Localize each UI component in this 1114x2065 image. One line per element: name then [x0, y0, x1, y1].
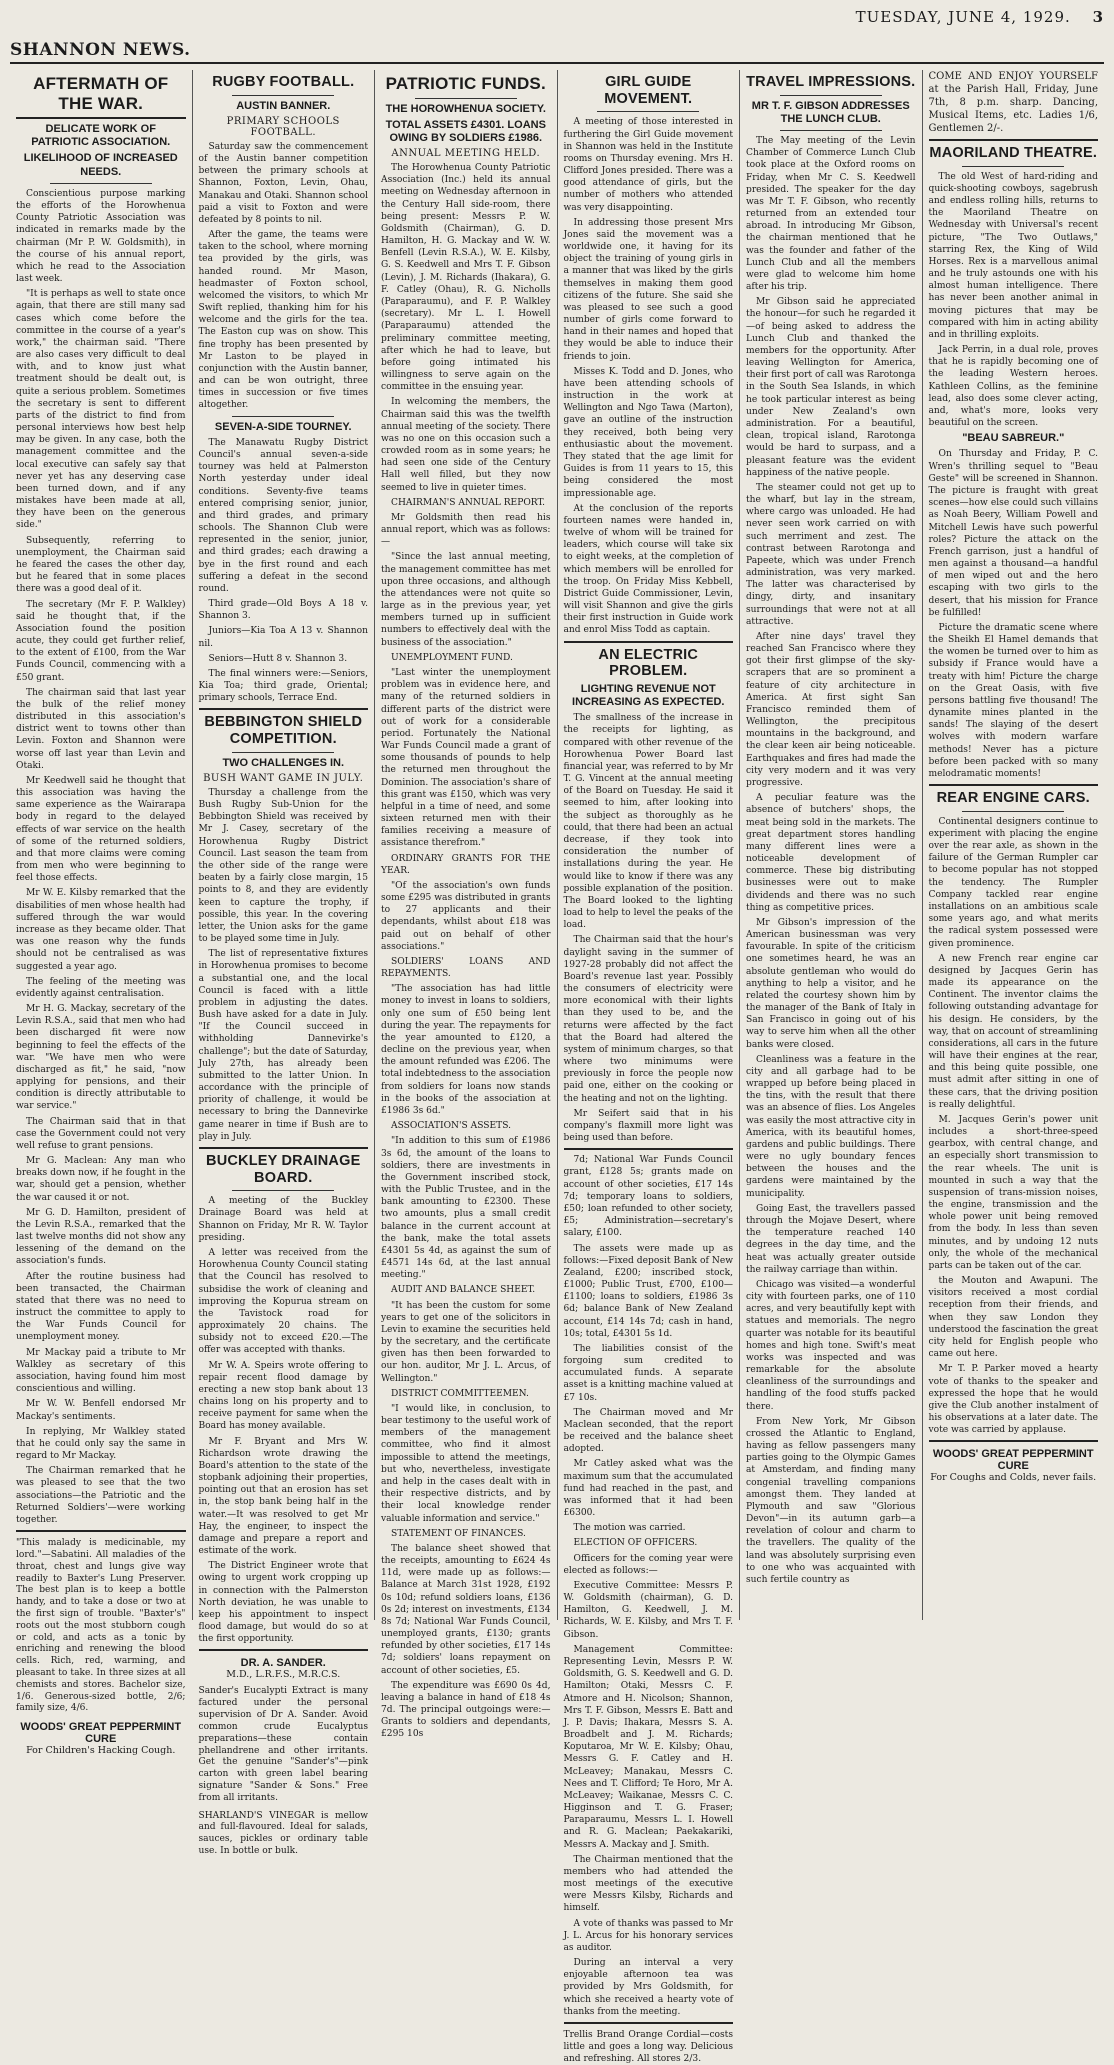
divider	[962, 166, 1064, 167]
paragraph: Mr Seifert said that in his company's flaxmill more light was being used than before.	[563, 1108, 733, 1144]
paragraph: 7d; National War Funds Council grant, £128 5s; grants made on account of other societies, £17 14s 7d; temporary loans to soldiers, £50; loan refunded to other society, £5; Administration—secretary's salary, £100.	[563, 1155, 733, 1239]
paragraph: "In addition to this sum of £1986 3s 6d, the amount of the loans to soldiers, there are investments in the Government inscribed stock, with the Public Trustee, and in the bank amounting to £2300. These two amounts, plus a small credit balance in the current account at the bank, make the total assets £4301 5s 4d, as against the sum of £4571 14s 6d, at the last annual meeting."	[381, 1136, 551, 1281]
divider	[232, 95, 334, 96]
paragraph: Executive Committee: Messrs P. W. Goldsmith (chairman), G. D. Hamilton, G. Keedwell, J. M. Richards, W. E. Kilsby, and Mrs T. F. Gibson.	[563, 1580, 733, 1640]
paragraph: "The association has had little money to invest in loans to soldiers, only one sum of £50 being lent during the year. The repayments for the year amounted to £120, a decline on the previous year, when the amount refunded was £206. The total indebtedness to the association from soldiers for loans now stands in the books of the association at £1986 3s 6d."	[381, 984, 551, 1116]
paragraph: A vote of thanks was passed to Mr J. L. Arcus for his honorary services as auditor.	[563, 1918, 733, 1953]
paragraph: Mr Keedwell said he thought that this association was having the same experience as the Wairarapa body in regard to the delayed effects of war service on the health of some of the returned soldiers, and that more claims were coming from men who were beginning to feel those effects.	[16, 775, 186, 884]
paragraph: The feeling of the meeting was evidently against centralisation.	[16, 976, 186, 999]
headline-travel: TRAVEL IMPRESSIONS.	[746, 74, 916, 90]
advertisement-baxters: "This malady is medicinable, my lord."—Sabatini. All maladies of the throat, chest and lungs give way readily to Baxter's Lung Preserver. The best plan is to keep a bottle handy, and to take a dose or two at the first sign of trouble. "Baxter's" roots out the most stubborn cough or cold, and acts as a tonic by enriching and renewing the blood cells. Rich, red, warming, and pleasant to take. In three sizes at all chemists and stores. Bachelor size, 1/6. Generous-sized bottle, 2/6; family size, 4/6.	[16, 1538, 186, 1714]
paragraph: The expenditure was £690 0s 4d, leaving a balance in hand of £18 4s 7d. The principal outgoings were:—Grants to soldiers and dependants, £295 10s	[381, 1680, 551, 1740]
divider	[16, 1530, 186, 1532]
paragraph: The chairman said that last year the bulk of the relief money distributed in this association's district went to towns other than Levin. Foxton and Shannon were worse off last year than Levin and Otaki.	[16, 687, 186, 771]
subhead: LIKELIHOOD OF INCREASED NEEDS.	[23, 152, 178, 178]
subhead: AUSTIN BANNER.	[236, 99, 331, 112]
paragraph: Misses K. Todd and D. Jones, who have been attending schools of instruction in the work at Wellington and Ngo Tawa (Marton), gave an outline of the instruction they received, both being very enthusiastic about the movement. They stated that the age limit for Guides is from 11 years to 15, this being considered the most impressionable age.	[563, 366, 733, 499]
subhead-small: ANNUAL MEETING HELD.	[391, 148, 541, 160]
paragraph: The final winners were:—Seniors, Kia Toa; third grade, Oriental; primary schools, Terrace End.	[198, 668, 368, 704]
divider	[564, 641, 734, 643]
subhead-small: PRIMARY SCHOOLS FOOTBALL.	[226, 115, 340, 138]
headline-rugby: RUGBY FOOTBALL.	[212, 74, 355, 90]
paragraph: Mr W. A. Speirs wrote offering to repair recent flood damage by erecting a new stop bank about 13 chains long on his property and to receive payment for same when the Board has money available.	[198, 1360, 368, 1432]
issue-date: TUESDAY, JUNE 4, 1929.	[855, 8, 1071, 26]
columns	[10, 70, 1104, 2064]
issue-date-line	[856, 8, 1104, 26]
headline-girl-guide: GIRL GUIDE MOVEMENT.	[604, 74, 693, 107]
paragraph: SOLDIERS' LOANS AND REPAYMENTS.	[381, 956, 551, 980]
subhead: "BEAU SABREUR."	[962, 432, 1065, 445]
column-2	[193, 70, 376, 1857]
advertisement-trellis: Trellis Brand Orange Cordial—costs little and goes a long way. Delicious and refreshing. All stores 2/3.	[563, 2029, 733, 2064]
subhead: MR T. F. GIBSON ADDRESSES THE LUNCH CLUB.	[751, 99, 910, 125]
headline-rear-engine: REAR ENGINE CARS.	[936, 790, 1090, 807]
subhead: SEVEN-A-SIDE TOURNEY.	[214, 420, 352, 433]
paragraph: The District Engineer wrote that owing to urgent work cropping up in connection with the Palmerston North deviation, he was unable to keep his appointment to inspect flood damage, but would do so at the first opportunity.	[198, 1561, 368, 1645]
column-4	[558, 70, 741, 2064]
article-body	[564, 116, 734, 636]
divider	[780, 130, 882, 131]
divider	[232, 416, 334, 417]
advertisement-title: WOODS' GREAT PEPPERMINT CURE	[932, 1448, 1094, 1473]
paragraph: After the game, the teams were taken to the school, where morning tea provided by the girls, was handed round. Mr Mason, headmaster of Foxton school, welcomed the visitors, to which Mr Swift replied, thanking him for his welcome and the girls for the tea. The Easton cup was on show. This fine trophy has been presented by Mr Laston to be played in conjunction with the Austin banner, and can be won outright, three times in succession or five times altogether.	[198, 230, 368, 411]
column-1	[10, 70, 193, 1757]
paragraph: ASSOCIATION'S ASSETS.	[391, 1121, 511, 1132]
divider	[232, 752, 334, 753]
divider	[929, 1440, 1099, 1442]
paragraph: Mr Gibson's impression of the American businessman was very favourable. In spite of the criticism one sometimes heard, he was an absolute gentleman who would do anything to help a visitor, and he related the courtesy shown him by the manager of the Bank of Italy in San Francisco in going out of his way to serve him when all the other banks were closed.	[746, 917, 916, 1050]
paragraph: In welcoming the members, the Chairman said this was the twelfth annual meeting of the society. There was no one on this occasion such a crowded room as in some years; he had seen one side of the Century Hall well filled, but they now seemed to live in quieter times.	[381, 397, 551, 493]
paragraph: The May meeting of the Levin Chamber of Commerce Lunch Club took place at the Oxford rooms on Friday, when Mr C. S. Keedwell presided. The speaker for the day was Mr T. F. Gibson, who recently returned from an extended tour abroad. In introducing Mr Gibson, the chairman mentioned that he was the founder and father of the Lunch Club and all the members were glad to welcome him home after his trip.	[746, 136, 916, 293]
paragraph: M. Jacques Gerin's power unit includes a short-three-speed gearbox, with central change, and an especially short transmission to the rear wheels. The unit is mounted in such a way that the suspension of trans-mission noises, the engine, transmission and the whole power unit being removed from the body. In less than seven minutes, and by undoing 12 nuts only, the whole of the mechanical parts can be taken out of the car.	[928, 1114, 1098, 1271]
paragraph: The Horowhenua County Patriotic Association (Inc.) held its annual meeting on Wednesday afternoon in the Century Hall side-room, there being present: Messrs P. W. Goldsmith (Chairman), G. D. Hamilton, H. G. Mackay and W. W. Benfell (Levin R.S.A.), W. E. Kilsby, G. S. Keedwell and Mrs T. F. Gibson (Levin), J. M. Richards (Ihakara), G. F. Catley (Ohau), R. G. Nicholls (Paraparaumu), and F. P. Walkley (secretary). Mr L. I. Howell (Paraparaumu) attended the preliminary committee meeting, after which he had to leave, but before going intimated his willingness to serve again on the committee in the ensuing year.	[381, 163, 551, 393]
subhead: DELICATE WORK OF PATRIOTIC ASSOCIATION.	[31, 123, 171, 149]
paragraph: The Chairman said that in that case the Government could not very well refuse to grant pensions.	[16, 1116, 186, 1151]
divider	[199, 1649, 369, 1651]
article-body	[199, 787, 369, 1143]
article-body	[381, 162, 551, 1740]
paragraph: Chicago was visited—a wonderful city with fourteen parks, one of 110 acres, and very beautifully kept with statues and memorials. The negro quarter was notable for its beautiful homes and high tone. Swift's meat works was inspected and was remarkable for the absolute cleanliness of the surroundings and handling of the food stuffs packed there.	[746, 1279, 916, 1412]
paragraph: "Since the last annual meeting, the management committee has met upon three occasions, and although the attendances were not quite so large as in the previous year, yet members turned up in sufficient numbers to effectively deal with the business of the association."	[381, 552, 551, 648]
paragraph: Mr Gibson said he appreciated the honour—for such he regarded it—of being asked to address the Lunch Club and thanked the members for the opportunity. After leaving Wellington for America, their first port of call was Rarotonga in the South Sea Islands, in which he took particular interest as being under New Zealand's own administration. For a beautiful, clean, tropical island, Rarotonga would be hard to surpass, and a pleasant feature was the evident happiness of the native people.	[746, 297, 916, 478]
column-6	[923, 70, 1105, 1620]
paragraph: CHAIRMAN'S ANNUAL REPORT.	[391, 497, 546, 508]
paragraph: Thursday a challenge from the Bush Rugby Sub-Union for the Bebbington Shield was received by Mr J. Casey, secretary of the Horowhenua Rugby District Council. Last season the team from the other side of the range were beaten by a fairly close margin, 15 points to 8, and they are evidently keen to capture the trophy, if possible, this year. In the covering letter, the Union asks for the game to be played some time in July.	[198, 787, 368, 945]
advertisement-sharland: SHARLAND'S VINEGAR is mellow and full-flavoured. Ideal for salads, sauces, pickles or ordinary table use. In bottle or bulk.	[198, 1810, 368, 1857]
article-body	[929, 448, 1099, 780]
paragraph: "It is perhaps as well to state once again, that there are still many sad cases which come before the committee in the course of a year's work," the chairman said. "There are also cases very difficult to deal with, and to know just what treatment should be dealt out, is quite a serious problem. Sometimes the secretary is sent to different parts of the district to find from personal interviews how best help may be given. In any case, both the management committee and the local executive can safely say that never yet has any deserving case been turned down, and if any mistakes have been made at all, they have been on the generous side."	[16, 289, 186, 531]
paragraph: In replying, Mr Walkley stated that he could only say the same in regard to Mr Mackay.	[16, 1426, 186, 1462]
article-body	[929, 171, 1099, 430]
subhead: TWO CHALLENGES IN.	[222, 756, 345, 769]
paragraph: Mr Catley asked what was the maximum sum that the accumulated fund had reached in the past, and was informed that it had been £6300.	[563, 1459, 733, 1519]
divider	[199, 708, 369, 710]
headline-bebbington: BEBBINGTON SHIELD COMPETITION.	[204, 714, 363, 748]
paragraph: "Last winter the unemployment problem was in evidence here, and many of the returned soldiers in different parts of the district were out of work for a considerable period. Fortunately the National War Funds Council made a grant of some thousands of pounds to help the returned men throughout the Dominion. The association's share of this grant was £150, which was very helpful in a time of need, and some sixteen returned men with their families receiving a measure of assistance therefrom."	[381, 667, 551, 849]
paragraph: Mr W. E. Kilsby remarked that the disabilities of men whose health had suffered through the war would increase as they became older. That was one reason why the funds should not be centralised as was suggested a year ago.	[16, 888, 186, 972]
advertisement-title: DR. A. SANDER.	[240, 1657, 326, 1670]
paragraph: Juniors—Kia Toa A 13 v. Shannon nil.	[198, 626, 368, 649]
paragraph: From New York, Mr Gibson crossed the Atlantic to England, having as fellow passengers many parties going to the Olympic Games at Amsterdam, and finding many congenial travelling companions amongst them. They landed at Plymouth and saw "Glorious Devon"—in its autumn garb—a revelation of colour and charm to the travellers. The quality of the land was absolutely surprising even to one who was acquainted with such fertile country as	[746, 1416, 916, 1585]
paragraph: The steamer could not get up to the wharf, but lay in the stream, where cargo was unloaded. He had never seen work carried on with such merriment and zest. The contrast between Rarotonga and Papeete, which was under French administration, was very marked. The latter was characterised by dingy, dirty, and insanitary surroundings that were not at all attractive.	[746, 482, 916, 627]
paragraph: During an interval a very enjoyable afternoon tea was provided by Mrs Goldsmith, for which she received a hearty vote of thanks from the meeting.	[563, 1958, 733, 2017]
article-body	[199, 1195, 369, 1645]
headline-theatre: MAORILAND THEATRE.	[929, 145, 1098, 161]
paragraph: Going East, the travellers passed through the Mojave Desert, where the temperature reached 140 degrees in the day time, and the heat was actually greater outside the railway carriage than within.	[746, 1203, 916, 1275]
article-body	[929, 816, 1099, 1437]
paragraph: Continental designers continue to experiment with placing the engine over the rear axle, as shown in the failure of the German Rumpler car to become popular has not stopped the tendency. The Rumpler Company tackled rear engine installations on an ambitious scale some years ago, and what merits the radical system possessed were given prominence.	[928, 816, 1098, 949]
paragraph: The Manawatu Rugby District Council's annual seven-a-side tourney was held at Palmerston North yesterday under ideal conditions. Seventy-five teams entered comprising senior, junior, and third grades, and primary schools. The Shannon Club were represented in the senior, junior, and third grades; each drawing a bye in the first round and each suffering a defeat in the second round.	[198, 437, 368, 594]
advertisement-subtitle: For Children's Hacking Cough.	[26, 1745, 176, 1757]
article-body	[746, 135, 916, 1586]
paragraph: Mr Mackay paid a tribute to Mr Walkley as secretary of this association, having found him most conscientious and willing.	[16, 1347, 186, 1395]
paragraph: At the conclusion of the reports fourteen names were handed in, twelve of whom will be trained for leaders, which course will take six to eight weeks, at the completion of which members will be enrolled for the troop. On Friday Miss Kebbell, District Guide Commissioner, Levin, will visit Shannon and give the girls their first instruction in Guide work and enrol Miss Todd as captain.	[563, 503, 733, 636]
paragraph: Mr Goldsmith then read his annual report, which was as follows:—	[381, 512, 551, 548]
paragraph: STATEMENT OF FINANCES.	[391, 1528, 526, 1539]
paragraph: "Of the association's own funds some £295 was distributed in grants to 27 applicants and their dependants, whilst about £18 was paid out on behalf of other associations."	[381, 880, 551, 952]
subhead: LIGHTING REVENUE NOT INCREASING AS EXPECTED.	[572, 682, 725, 709]
article-body	[16, 188, 186, 1526]
advertisement-dance: COME AND ENJOY YOURSELF at the Parish Hall, Friday, June 7th, 8 p.m. sharp. Dancing, Musical Items, etc. Ladies 1/6, Gentlemen 2/-.	[929, 70, 1099, 141]
paragraph: "It has been the custom for some years to get one of the solicitors in Levin to examine the securities held by the secretary, and the certificate given has then been forwarded to our hon. auditor, Mr J. L. Arcus, of Wellington."	[381, 1300, 551, 1384]
subhead: TOTAL ASSETS £4301. LOANS OWING BY SOLDIERS £1986.	[385, 118, 546, 144]
paragraph: Officers for the coming year were elected as follows:—	[563, 1553, 733, 1576]
paragraph: Mr T. P. Parker moved a hearty vote of thanks to the speaker and expressed the hope that he would give the Club another instalment of his observations at a later date. The vote was carried by applause.	[928, 1364, 1098, 1436]
paragraph: The old West of hard-riding and quick-shooting cowboys, sagebrush and endless rolling hills, returns to the Maoriland Theatre on Wednesday with Universal's recent picture, "The Two Outlaws," starring Rex, the King of Wild Horses. Rex is a marvellous animal and he truly astounds one with his almost human intelligence. There has never been another animal in moving pictures that may be compared with him in acting ability and in thrilling exploits.	[928, 171, 1098, 340]
divider	[199, 1147, 369, 1149]
paragraph: Management Committee: Representing Levin, Messrs P. W. Goldsmith, G. S. Keedwell and G. D. Hamilton; Otaki, Messrs C. F. Atmore and H. Nicolson; Shannon, Mrs T. F. Gibson, Messrs E. Batt and J. P. Davis; Ihakara, Messrs S. A. Broadbelt and J. M. Richards; Koputaroa, Mr W. E. Kilsby; Ohau, Messrs G. F. Catley and H. McLeavey; Manakau, Messrs C. Nees and T. Clifford; Te Horo, Mr A. McLeavey; Waikanae, Messrs C. C. Higginson and T. G. Fraser; Paraparaumu, Messrs L. I. Howell and R. G. Maclean; Paekakariki, Messrs A. Mackay and J. Smith.	[563, 1644, 733, 1850]
paragraph: The smallness of the increase in the receipts for lighting, as compared with other revenue of the Horowhenua Power Board last financial year, was referred to by Mr T. G. Vincent at the annual meeting of the Board on Tuesday. He said it seemed to him, after looking into the subject as thoroughly as he could, that there had been an actual decrease, if they took into consideration the number of installations during the year. He would like to know if there was any possible explanation of the position. The Board looked to the lighting load to help to level the peaks of the load.	[563, 713, 733, 931]
paragraph: "I would like, in conclusion, to bear testimony to the useful work of members of the management committee, who find it almost impossible to attend the meetings, but who, nevertheless, investigate and help in the cases dealt with in their respective districts, and by their local knowledge render valuable information and service."	[381, 1403, 551, 1524]
article-body	[199, 141, 369, 412]
paragraph: The secretary (Mr F. P. Walkley) said he thought that, if the Association found the position acute, they could get further relief, to the extent of £100, from the War Funds Council, commencing with a £50 grant.	[16, 599, 186, 683]
paragraph: The Chairman said that the hour's daylight saving in the summer of 1927-28 probably did not affect the Board's revenue last year. Possibly the consumers of electricity were more economical with their lights than they used to be, and the returns were affected by the fact that the Board had altered the system of minimum charges, so that where two minimums were previously in force the people now paid one, either on the cooking or the heating and not on the lighting.	[563, 935, 733, 1104]
divider	[564, 1148, 734, 1150]
advertisement-title: WOODS' GREAT PEPPERMINT CURE	[20, 1721, 182, 1746]
divider	[780, 95, 882, 96]
paragraph: The balance sheet showed that the receipts, amounting to £624 4s 11d, were made up as follows:—Balance at March 31st 1928, £192 0s 10d; refund soldiers loans, £136 0s 2d; interest on investments, £134 8s 7d; National War Funds Council, unemployed grants, £130; grants refunded by other societies, £17 14s 7d; soldiers' loans repayment on account of other societies, £5.	[381, 1543, 551, 1676]
paragraph: A letter was received from the Horowhenua County Council stating that the Council has resolved to subsidise the work of cleaning and improving the Kopurua stream on the Tavistock road for approximately 20 chains. The subsidy not to exceed £20.—The offer was accepted with thanks.	[198, 1247, 368, 1356]
paragraph: AUDIT AND BALANCE SHEET.	[391, 1285, 536, 1296]
masthead	[10, 6, 1104, 64]
headline-aftermath: AFTERMATH OF THE WAR.	[33, 74, 169, 113]
column-3	[375, 70, 558, 1740]
paragraph: Third grade—Old Boys A 18 v. Shannon 3.	[198, 599, 368, 622]
paragraph: On Thursday and Friday, P. C. Wren's thrilling sequel to "Beau Geste" will be screened in Shannon. The picture is fraught with great scenes—how else could such villains as Noah Beery, William Powell and Mitchell Lewis have such powerful roles? Picture the attack on the French garrison, just a handful of men against a thousand—a handful of men wiped out and the hero escaping with two girls to the desert, that his mission for France be fulfilled!	[928, 449, 1098, 618]
paragraph: ELECTION OF OFFICERS.	[573, 1538, 698, 1549]
paragraph: After the routine business had been transacted, the Chairman stated that there was no need to instruct the committee to apply to the War Funds Council for unemployment money.	[16, 1271, 186, 1343]
page-number: 3	[1092, 8, 1104, 26]
paragraph: Picture the dramatic scene where the Sheikh El Hamel demands that the women be turned over to him as subsidy if France would have a treaty with him! Picture the charge on the Great Oasis, with five persons battling five thousand! The dynamite mines planted in the sands! The slaying of the desert wolves with modern warfare methods! Never has a picture before been packed with so many melodramatic moments!	[928, 622, 1098, 779]
paragraph: Mr G. Maclean: Any man who breaks down now, if he fought in the war, should get a pension, whether the war caused it or not.	[16, 1156, 186, 1203]
headline-buckley: BUCKLEY DRAINAGE BOARD.	[206, 1152, 361, 1186]
paragraph: The assets were made up as follows:—Fixed deposit Bank of New Zealand, £200; inscribed stock, £1000; Public Trust, £700, £100—£1100; loans to soldiers, £1986 3s 6d; balance Bank of New Zealand account, £14 14s 7d; cash in hand, 10s; total, £4301 5s 1d.	[563, 1243, 733, 1339]
paragraph: Mr H. G. Mackay, secretary of the Levin R.S.A., said that men who had been discharged fit were now beginning to feel the effects of the war. "We have men who were discharged as fit," he said, "now applying for pensions, and their condition is directly attributable to war service."	[16, 1004, 186, 1112]
paragraph: A meeting of the Buckley Drainage Board was held at Shannon on Friday, Mr R. W. Taylor presiding.	[198, 1196, 368, 1243]
article-body	[199, 437, 369, 705]
divider	[232, 1190, 334, 1191]
paper-name: SHANNON NEWS.	[10, 40, 191, 60]
paragraph: A peculiar feature was the absence of butchers' shops, the meat being sold in the markets. The great department stores handling many different lines were a noticeable development of commerce. These big distributing businesses were out to make dividends and there was no such thing as competitive prices.	[746, 793, 916, 913]
divider	[962, 811, 1064, 812]
article-body	[564, 1154, 734, 2018]
column-5	[740, 70, 923, 1620]
paragraph: Seniors—Hutt 8 v. Shannon 3.	[208, 653, 348, 664]
divider	[50, 183, 152, 184]
headline-patriotic-funds: PATRIOTIC FUNDS.	[385, 74, 546, 93]
paragraph: In addressing those present Mrs Jones said the movement was a worldwide one, it having for its object the training of young girls in a manner that was liked by the girls themselves in making them good citizens of the future. She said she was pleased to see such a good number of girls come forward to hand in their names and hoped that they would be able to induce their friends to join.	[563, 217, 733, 362]
paragraph: UNEMPLOYMENT FUND.	[391, 652, 513, 663]
paragraph: Jack Perrin, in a dual role, proves that he is rapidly becoming one of the leading Western heroes. Kathleen Collins, as the feminine lead, also does some clever acting, and, what's more, looks very beautiful on the screen.	[928, 345, 1098, 429]
paragraph: Mr G. D. Hamilton, president of the Levin R.S.A., remarked that the last twelve months did not show any lessening of the demand on the association's funds.	[16, 1207, 186, 1267]
advertisement-sander: Sander's Eucalypti Extract is many factured under the personal supervision of Dr A. Sander. Avoid common crude Eucalyptus preparations—these contain phellandrene and other irritants. Get the genuine "Sander's"—pink carton with green label bearing signature "Sander & Sons." Free from all irritants.	[198, 1686, 368, 1803]
paragraph: DISTRICT COMMITTEEMEN.	[391, 1388, 529, 1399]
paragraph: The list of representative fixtures in Horowhenua promises to become a substantial one, and the local Council is faced with a little problem in adjusting the dates. Bush have asked for a date in July. "If the Council succeed in withholding Dannevirke's challenge"; but the date of Saturday, July 27th, has already been submitted to the latter Union. In accordance with the principle of priority of challenge, it would be necessary to bring the Dannevirke game nearer in time if Bush are to play in July.	[198, 949, 368, 1142]
paragraph: Mr W. W. Benfell endorsed Mr Mackay's sentiments.	[16, 1399, 186, 1422]
paragraph: The Chairman mentioned that the members who had attended the most meetings of the executive were Messrs Kilsby, Richards and himself.	[563, 1854, 733, 1914]
advertisement-subtitle: For Coughs and Colds, never fails.	[930, 1472, 1097, 1484]
subhead-small: BUSH WANT GAME IN JULY.	[203, 772, 364, 784]
paragraph: A meeting of those interested in furthering the Girl Guide movement in Shannon was held in the Institute rooms on Thursday evening. Mrs H. Clifford Jones presided. There was a good attendance of girls, but the number of mothers who attended was very disappointing.	[563, 117, 733, 213]
paragraph: A new French rear engine car designed by Jacques Gerin has made its appearance on the Continent. The inventor claims the following outstanding advantage for his design. He considers, by the way, that on account of streamlining considerations, all cars in the future will have their engines at the rear, and this being quite possible, one must admit after sitting in one of these cars, that the driving position is really delightful.	[928, 953, 1098, 1110]
divider	[597, 111, 699, 112]
paragraph: Mr F. Bryant and Mrs W. Richardson wrote drawing the Board's attention to the state of the stopbank adjoining their properties, pointing out that an erosion has set in, the stop bank being half in the water.—It was resolved to get Mr Hay, the engineer, to inspect the damage and prepare a report and estimate of the work.	[198, 1436, 368, 1557]
paragraph: The liabilities consist of the forgoing sum credited to accumulated funds. A separate asset is a knitting machine valued at £7 10s.	[563, 1343, 733, 1403]
divider	[564, 2022, 734, 2024]
paragraph: Saturday saw the commencement of the Austin banner competition between the primary schools at Shannon, Foxton, Levin, Ohau, Manakau and Otaki. Shannon school paid a visit to Foxton and were defeated by 8 points to nil.	[198, 141, 368, 225]
paragraph: After nine days' travel they reached San Francisco where they got their first glimpse of the sky-scrapers that are so prominent a feature of city architecture in America. At first sight San Francisco reminded them of Wellington, the precipitous mountains in the background, and the clear keen air being noticeable. Earthquakes and fires had made the city very modern and it was very progressive.	[746, 631, 916, 788]
paragraph: Conscientious purpose marking the efforts of the Horowhenua County Patriotic Association was indicated in remarks made by the chairman (Mr P. W. Goldsmith), in the course of his annual report, which he read to the Association last week.	[16, 188, 186, 285]
paragraph: The motion was carried.	[573, 1523, 686, 1534]
paragraph: The Chairman moved and Mr Maclean seconded, that the report be received and the balance sheet adopted.	[563, 1407, 733, 1455]
divider	[415, 98, 517, 99]
article-body	[564, 712, 734, 1144]
paragraph: Subsequently, referring to unemployment, the Chairman said he feared the cases the other day, but he feared that in some places there was a good deal of it.	[16, 535, 186, 595]
advertisement-subtitle: M.D., L.R.F.S., M.R.C.S.	[226, 1669, 341, 1681]
divider	[16, 117, 186, 119]
paragraph: the Mouton and Awapuni. The visitors received a most cordial reception from their friends, and when they saw London they understood the fascination the great city held for English people who came out here.	[928, 1276, 1098, 1360]
headline-electric: AN ELECTRIC PROBLEM.	[598, 646, 699, 680]
paragraph: ORDINARY GRANTS FOR THE YEAR.	[381, 853, 551, 876]
paragraph: Cleanliness was a feature in the city and all garbage had to be wrapped up before being placed in the tins, with the result that there was an absence of flies. Los Angeles was easily the most attractive city in America, with its beautiful homes, gardens and public buildings. There were no ugly boundary fences between the houses and the gardens were maintained by the municipality.	[746, 1054, 916, 1199]
divider	[929, 784, 1099, 786]
paragraph: The Chairman remarked that he was pleased to see that the two associations—the Patriotic and the Returned Soldiers'—were working together.	[16, 1466, 186, 1525]
subhead: THE HOROWHENUA SOCIETY.	[385, 102, 546, 115]
